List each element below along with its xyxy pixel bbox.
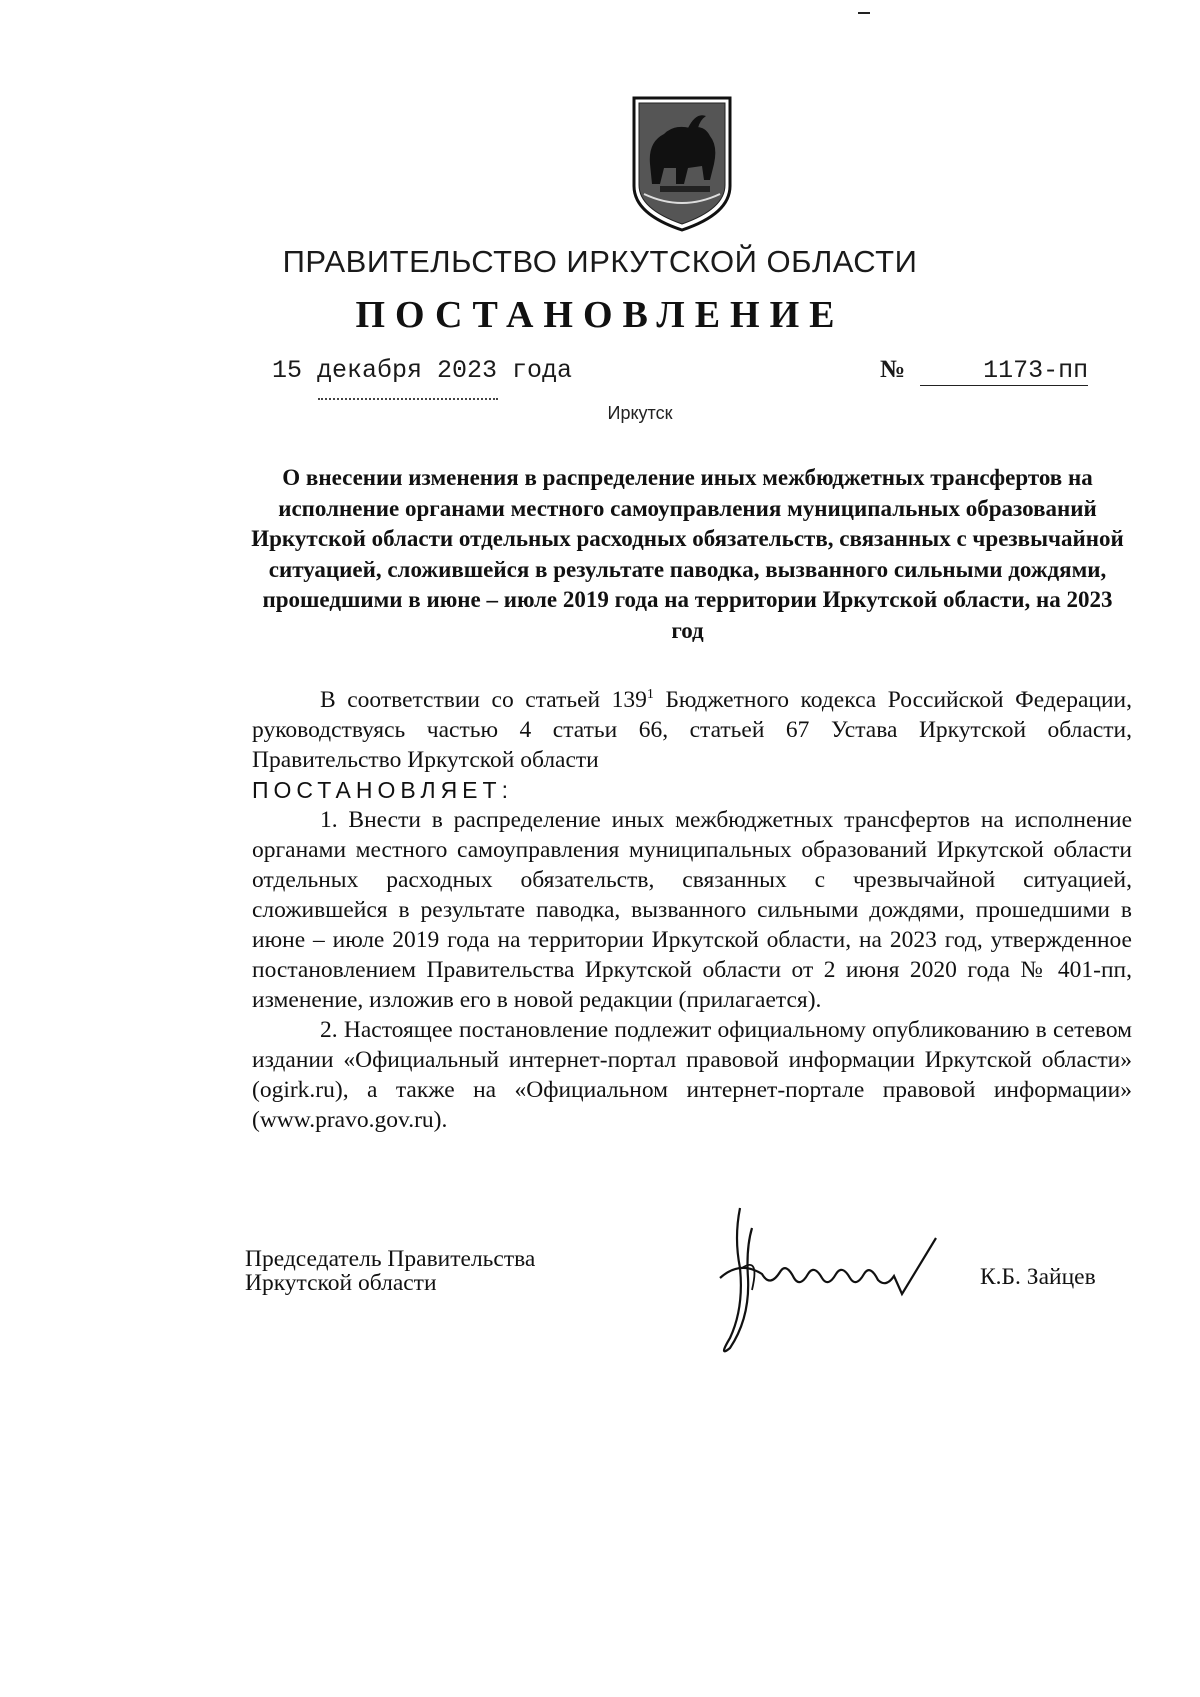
preamble xyxy=(252,680,1132,775)
signature xyxy=(700,1198,970,1368)
city: Иркутск xyxy=(607,403,673,423)
document-subject: О внесении изменения в распределение иных межбюджетных трансфертов на исполнение органами местного самоуправления муниципальных образований Иркутской области отдельных расходных обязательств, связанных с чрезвычайной ситуацией, сложившейся в результате паводка, вызванного сильными дождями, прошедшими в июне – июле 2019 года на территории Иркутской области, на 2023 год xyxy=(251,465,1124,643)
document-body xyxy=(252,680,1132,1135)
scan-mark xyxy=(858,12,870,14)
coat-of-arms-icon xyxy=(630,94,734,234)
signer-title xyxy=(245,1247,535,1295)
document-number-value: 1173-пп xyxy=(920,356,1088,386)
document-date xyxy=(272,356,572,385)
document-type: ПОСТАНОВЛЕНИЕ xyxy=(355,294,845,336)
document-date-value: 15 декабря 2023 года xyxy=(272,356,573,385)
document-number xyxy=(880,356,1088,386)
preamble-start: В соответствии со статьей 139 xyxy=(320,686,647,713)
government-title: ПРАВИТЕЛЬСТВО ИРКУТСКОЙ ОБЛАСТИ xyxy=(282,244,918,279)
signer-title-line1: Председатель Правительства xyxy=(245,1246,536,1272)
signer-title-line2: Иркутской области xyxy=(245,1270,437,1296)
number-sign: № xyxy=(880,356,906,383)
signer-name: К.Б. Зайцев xyxy=(980,1264,1096,1290)
item-2: 2. Настоящее постановление подлежит официальному опубликованию в сетевом издании «Официальный интернет-портал правовой информации Иркутской области» (ogirk.ru), а также на «Официальном интернет-портале правовой информации» (www.pravo.gov.ru). xyxy=(252,1016,1132,1133)
date-underline xyxy=(318,398,498,402)
decree-word: ПОСТАНОВЛЯЕТ: xyxy=(252,776,513,803)
preamble-superscript: 1 xyxy=(646,687,654,702)
preamble-end: Бюджетного кодекса Российской Федерации, руководствуясь частью 4 статьи 66, статьей 67 Устава Иркутской области, Правительство Иркутской области xyxy=(252,686,1132,773)
item-1: 1. Внести в распределение иных межбюджетных трансфертов на исполнение органами местного самоуправления муниципальных образований Иркутской области отдельных расходных обязательств, связанных с чрезвычайной ситуацией, сложившейся в результате паводка, вызванного сильными дождями, прошедшими в июне – июле 2019 года на территории Иркутской области, на 2023 год, утвержденное постановлением Правительства Иркутской области от 2 июня 2020 года № 401-пп, изменение, изложив его в новой редакции (прилагается). xyxy=(252,806,1132,1013)
